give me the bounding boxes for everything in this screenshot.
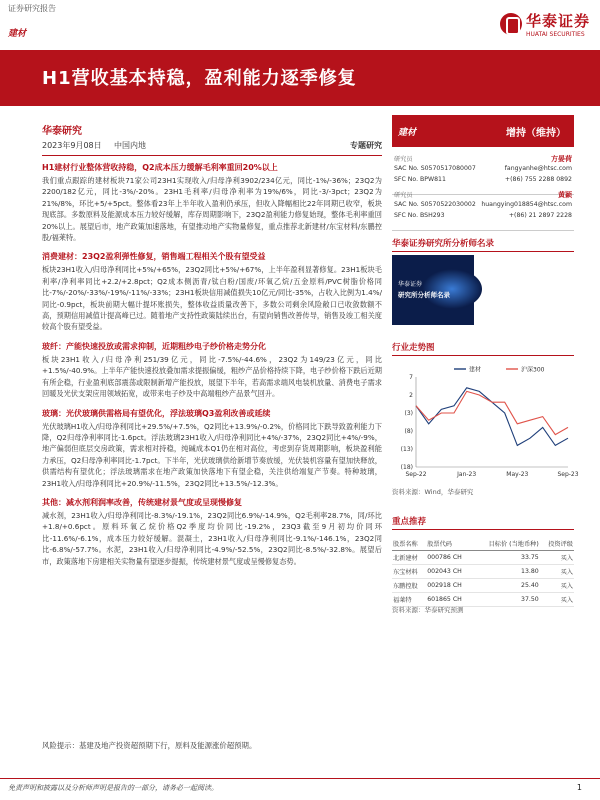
brand-logo (500, 10, 590, 38)
stock-rating: 买入 (540, 579, 574, 593)
section-heading: H1建材行业整体营收持稳，Q2成本压力缓解毛利率重回20%以上 (42, 163, 278, 172)
target-price: 13.80 (473, 565, 540, 579)
col-stock-code: 股票代码 (426, 538, 473, 551)
y-tick-label: (8) (404, 428, 413, 435)
section-heading: 消费建材：23Q2盈利弹性修复，销售端工程相关个股有望受益 (42, 252, 266, 262)
picks-heading: 重点推荐 (392, 515, 574, 530)
analyst-directory-heading: 华泰证券研究所分析师名录 (392, 237, 574, 252)
footer-divider (0, 778, 600, 779)
section-body: 减水剂，23H1收入/归母净利同比-8.3%/-19.1%，23Q2同比6.9%/-14.9%，Q2毛利率28.7%，同/环比+1.8/+0.6pct。原料环氧乙烷价格Q2季度均价同比-19.2%，23Q3截至9月初均价同环比-11.6%/-6.1%，成本压力较好缓解。混凝土，23H1收入/归母净利同比-9.1%/-146.1%，23Q2同比-6.8%/-57.7%。水泥，23H1收入/归母净利同比-4.9%/-52.5%，23Q2同比-8.5%/-32.8%。展望后市，政策落地下房建相关实物量有望逐步提振，传统建材景气度或呈慢修复态势。 (42, 510, 382, 566)
section-body: 板块23H1收入/归母净利251/39亿元，同比-7.5%/-44.6%，23Q2为149/23亿元，同比+1.5%/-40.9%。上半年产能快速投放叠加需求提振偏缓，粗纱产品价格持续下降，电子纱价格下跌后近期有所企稳，行业盈利底部震荡或限制新增产能投放，展望下半年，若高需求端风电装机放量、消费电子需求回暖及光伏支架应用领域拓宽，或带来电子纱及中高端粗纱产品景气回升。 (42, 354, 382, 399)
report-type: 证券研究报告 (8, 4, 56, 13)
meta-line (42, 140, 382, 154)
section-glass (42, 408, 382, 489)
y-tick-label: (18) (400, 464, 413, 471)
stock-code: 002918 CH (426, 579, 473, 593)
stock-code: 002043 CH (426, 565, 473, 579)
trend-heading: 行业走势图 (392, 341, 574, 356)
stock-code: 601865 CH (426, 593, 473, 607)
section-body: 光伏玻璃H1收入/归母净利同比+29.5%/+7.5%，Q2同比+13.9%/-0.2%，价格同比下跌导致盈利能力下降，Q2归母净利率同比-1.6pct。浮法玻璃23H1收入/归母净利同比+4%/-37%，23Q2同比+4%/-9%，地产偏弱但底层交房政策，需求相对持稳，纯碱成本Q1仍在相对高位，考虑到存货周期影响，板块盈利能力承压，Q2归母净利率同比-1.7pct。下半年，光伏玻璃供给新增节奏放缓，光伏装机容量有望加快释放，供需结构有望优化；浮法玻璃需求在地产政策加快落地下有望企稳，关注供给端复产节奏。特种玻璃，23H1收入/归母净利同比+20.9%/-11.5%，23Q2同比+13.5%/-12.3%。 (42, 421, 382, 488)
analyst-email[interactable]: huangying018854@htsc.com (481, 201, 572, 208)
report-region: 中国内地 (114, 141, 146, 150)
logo-english: HUATAI SECURITIES (525, 31, 585, 38)
section-other (42, 497, 382, 567)
stock-rating: 买入 (540, 551, 574, 565)
report-title: H1营收基本持稳，盈利能力逐季修复 (42, 68, 357, 89)
col-stock-name: 股票名称 (392, 538, 426, 551)
analyst-name: 方晏荷 (551, 155, 572, 163)
stock-rating: 买入 (540, 593, 574, 607)
legend-label: 建材 (469, 366, 482, 374)
banner-line-1: 华泰证券 (398, 281, 423, 288)
col-target-price: 目标价 (当地币种) (473, 538, 540, 551)
banner-line-2: 研究所分析师名录 (398, 291, 450, 299)
y-tick-label: 2 (409, 392, 413, 399)
section-consumer (42, 251, 382, 332)
x-tick-label: Jan-23 (457, 471, 477, 478)
x-tick-label: May-23 (506, 471, 529, 478)
chart-source: 资料来源：Wind，华泰研究 (392, 488, 474, 496)
target-price: 25.40 (473, 579, 540, 593)
title-band (0, 50, 600, 106)
trend-chart-svg (392, 363, 579, 483)
divider (42, 155, 382, 156)
x-tick-label: Sep-22 (405, 471, 427, 478)
table-row (392, 551, 574, 565)
main-content (42, 162, 382, 575)
analyst-sac: SAC No. S0570517080007 (394, 165, 476, 172)
analyst-phone: +(86) 755 2288 0892 (504, 176, 572, 183)
target-price: 33.75 (473, 551, 540, 565)
analyst-sac: SAC No. S0570522030002 (394, 201, 476, 208)
logo-mark-icon (500, 13, 522, 35)
page-number: 1 (576, 783, 582, 792)
stock-name: 北新建材 (392, 551, 426, 565)
banner-glow (422, 269, 482, 309)
analyst-email[interactable]: fangyanhe@htsc.com (504, 165, 572, 172)
table-source: 资料来源：华泰研究预测 (392, 606, 464, 614)
org-label: 华泰研究 (42, 126, 82, 137)
section-body: 板块23H1收入/归母净利同比+5%/+65%，23Q2同比+5%/+67%，上半年盈利显著修复。23H1板块毛利率/净利率同比+2.2/+2.8pct；Q2成本侧沥青/钛白粉/国废/环氧乙烷/五金原料/PVC树脂价格同比-7%/-20%/-33%/-19%/-11%/-33%；23H1板块信用减值损失10亿元/同比-35%，占收入比例为1.4%/同比-0.9pct，板块前期大幅计提坏账损失，整体收益质量改善下，多数公司剩余风险敞口已收敛数额不高，预期信用减值计提高峰已过。随着地产支持性政策陆续出台，有望向销售改善传导，销售及竣工相关度较高个股有望受益。 (42, 265, 382, 332)
x-tick-label: Sep-23 (557, 471, 579, 478)
section-overview (42, 162, 382, 243)
trend-chart (392, 363, 579, 483)
report-kind: 专题研究 (350, 141, 382, 150)
y-tick-label: (3) (404, 410, 413, 417)
y-tick-label: 7 (409, 374, 413, 381)
stock-name: 东鹏控股 (392, 579, 426, 593)
section-heading: 玻璃：光伏玻璃供需格局有望优化，浮法玻璃Q3盈利改善或延续 (42, 408, 271, 418)
analyst-name: 黄颖 (558, 191, 572, 199)
analyst-sfc: SFC No. BPW811 (394, 176, 446, 183)
stock-name: 福莱特 (392, 593, 426, 607)
logo-name: 华泰证券 (525, 12, 590, 30)
rating-value: 增持（维持） (506, 128, 566, 139)
section-heading: 玻纤：产能快速投放或需求抑制，近期粗纱电子纱价格走势分化 (42, 341, 266, 351)
analyst-role: 研究员 (394, 192, 413, 199)
footer-disclaimer: 免责声明和披露以及分析师声明是报告的一部分，请务必一起阅读。 (8, 784, 218, 792)
analyst-phone: +(86) 21 2897 2228 (508, 212, 572, 219)
sidebar-sector: 建材 (398, 128, 417, 138)
stock-name: 东宝材料 (392, 565, 426, 579)
section-body: 我们重点跟踪的建材板块71家公司23H1实现收入/归母净利3902/234亿元，同比-1%/-36%；23Q2为2200/182亿元，同比-3%/-20%。23H1毛利率/归母净利率为19%/6%，同比-3/-3pct；23Q2为21%/8%，环比+5/+5pct。整体看23年上半年收入盈利仍承压，但收入降幅相比22年同期已收窄，板块现底部。多数原料及能源成本压力较好缓解，库存周期影响下，23Q2盈利能力修复始现，整体毛利率重回20%以上。展望后市，地产政策加速落地，有望推动地产实物量修复，重点推荐北新建材/东宝材料/东鹏控股/福莱特。 (42, 176, 382, 243)
analyst-card (392, 187, 574, 231)
section-fiberglass (42, 341, 382, 400)
stock-code: 000786 CH (426, 551, 473, 565)
picks-table (392, 538, 574, 607)
section-heading: 其他：减水剂利润率改善，传统建材景气度或呈现慢修复 (42, 497, 242, 507)
table-row (392, 579, 574, 593)
analyst-sfc: SFC No. BSH293 (394, 212, 445, 219)
risk-note: 风险提示：基建及地产投资超预期下行，原料及能源涨价超预期。 (42, 741, 257, 750)
table-row (392, 565, 574, 579)
analyst-directory-banner[interactable] (392, 255, 474, 325)
report-date: 2023年9月08日 (42, 141, 102, 150)
top-header (0, 0, 600, 50)
sector-label: 建材 (8, 29, 27, 39)
y-tick-label: (13) (400, 446, 413, 453)
target-price: 37.50 (473, 593, 540, 607)
legend-label: 沪深300 (521, 366, 545, 374)
stock-rating: 买入 (540, 565, 574, 579)
table-header-row (392, 538, 574, 551)
col-rating: 投资评级 (540, 538, 574, 551)
rating-bar (392, 115, 574, 147)
analyst-role: 研究员 (394, 156, 413, 163)
series-line (416, 388, 568, 446)
